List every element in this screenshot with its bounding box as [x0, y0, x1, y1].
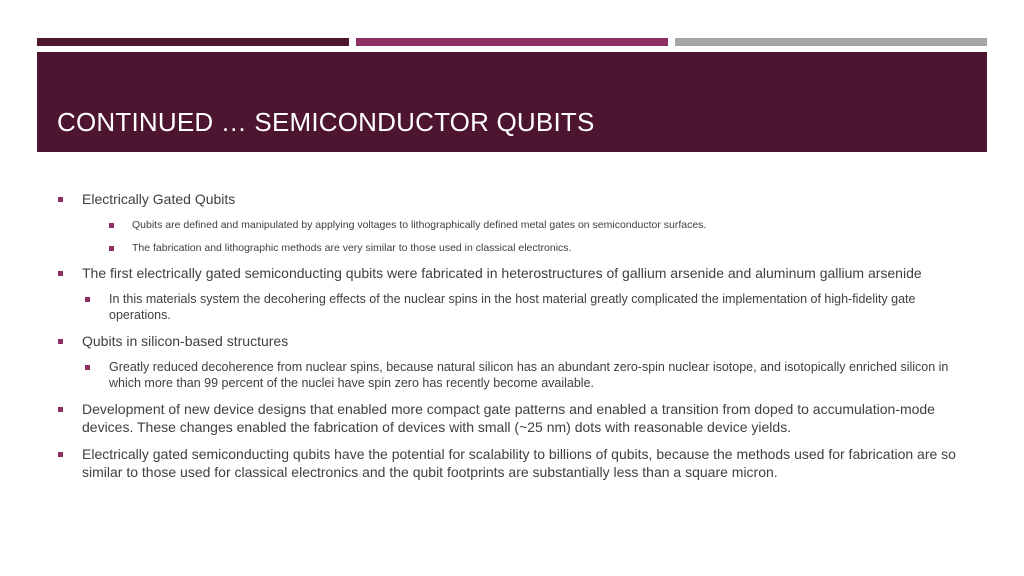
bullet-marker-icon [58, 271, 63, 276]
sub-bullet-text: Greatly reduced decoherence from nuclear spins, because natural silicon has an abundant zero-spin nuclear isotope, and isotopically enriched silicon in which more than 99 percent of the nuclei have spin zero has recently become available. [109, 360, 949, 390]
bullet-marker-icon [109, 223, 114, 228]
bullet-text: Qubits in silicon-based structures [82, 333, 289, 349]
bullet-text: Electrically gated semiconducting qubits have the potential for scalability to billions of qubits, because the methods used for fabrication are so similar to those used for classical electronics and the qubit footprints are substantially less than a square micron. [82, 446, 956, 480]
sub-bullet-text: The fabrication and lithographic methods are very similar to those used in classical electronics. [132, 242, 572, 254]
sub-bullet-text: In this materials system the decohering effects of the nuclear spins in the host material greatly complicated the implementation of high-fidelity gate operations. [109, 292, 916, 322]
sub-bullet-item [55, 218, 970, 232]
sub-bullet-item [55, 359, 970, 391]
bullet-text: The first electrically gated semiconducting qubits were fabricated in heterostructures of gallium arsenide and aluminum gallium arsenide [82, 265, 922, 281]
bullet-item [55, 400, 970, 436]
bullet-text: Electrically Gated Qubits [82, 191, 236, 207]
bullet-item [55, 264, 970, 282]
bullet-text: Development of new device designs that enabled more compact gate patterns and enabled a transition from doped to accumulation-mode devices. These changes enabled the fabrication of devices with small (~25 nm) dots with reasonable device yields. [82, 401, 935, 435]
bullet-marker-icon [58, 407, 63, 412]
title-band [37, 52, 987, 152]
accent-bar-dark [37, 38, 349, 46]
sub-bullet-item [55, 291, 970, 323]
accent-bar-gray [675, 38, 987, 46]
bullet-marker-icon [109, 246, 114, 251]
bullet-item [55, 190, 970, 208]
bullet-marker-icon [58, 197, 63, 202]
bullet-marker-icon [85, 365, 90, 370]
slide-title: CONTINUED … SEMICONDUCTOR QUBITS [57, 107, 595, 137]
bullet-marker-icon [58, 452, 63, 457]
bullet-item [55, 445, 970, 481]
bullet-marker-icon [85, 297, 90, 302]
bullet-marker-icon [58, 339, 63, 344]
sub-bullet-item [55, 241, 970, 255]
bullet-item [55, 332, 970, 350]
slide-content [55, 190, 970, 481]
sub-bullet-text: Qubits are defined and manipulated by applying voltages to lithographically defined metal gates on semiconductor surfaces. [132, 219, 707, 231]
accent-bar-purple [356, 38, 668, 46]
